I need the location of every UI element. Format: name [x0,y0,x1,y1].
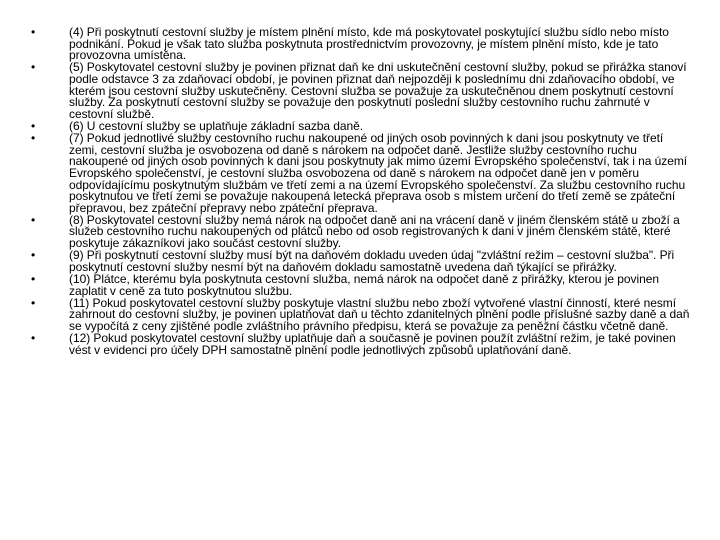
paragraph-4: (4) Při poskytnutí cestovní služby je místem plnění místo, kde má poskytovatel poskytující službu sídlo nebo místo podnikání. Pokud je však tato služba poskytnuta prostřednictvím provozovny, je místem plnění místo, kde je tato provozovna umístěna. [69,25,669,63]
bullet-icon: • [31,272,36,287]
bullet-icon: • [31,118,36,133]
paragraph-12: (12) Pokud poskytovatel cestovní služby uplatňuje daň a současně je povinen použít zvláštní režim, je také povinen vést v evidenci pro účely DPH samostatně plnění podle jednotlivých způsobů uplatňování daně. [69,331,676,357]
bullet-icon: • [31,248,36,263]
bullet-icon: • [31,212,36,227]
bullet-list [28,27,692,357]
paragraph-7: (7) Pokud jednotlivé služby cestovního ruchu nakoupené od jiných osob povinných k dani jsou poskytnuty ve třetí zemi, cestovní služba je osvobozena od daně s nárokem na odpočet daně. Jestliže služby cestovního ruchu nakoupené od jiných osob povinných k dani jsou poskytnuty jak mimo území Evropského společenství, tak i na území Evropského společenství, je cestovní služba osvobozena od daně s nárokem na odpočet daně jen v poměru odpovídajícímu poskytnutým službám ve třetí zemi a na území Evropského společenství. Za službu cestovního ruchu poskytnutou ve třetí zemi se považuje nakoupená letecká přeprava osob s místem určení do třetí země se zpáteční přepravou, bez zpáteční přepravy nebo zpáteční přeprava. [69,131,688,215]
list-item [28,295,692,333]
list-item [28,250,692,273]
list-item [28,212,692,251]
paragraph-6: (6) U cestovní služby se uplatňuje základní sazba daně. [69,118,364,133]
bullet-icon: • [31,295,36,310]
bullet-icon: • [31,131,36,146]
paragraph-11: (11) Pokud poskytovatel cestovní služby poskytuje vlastní službu nebo zboží vytvořené vlastní činností, které nesmí zahrnout do cestovní služby, je povinen uplatňovat daň u těchto zdanitelných plnění podle příslušné sazby daně a daň se vypočítá z ceny zjištěné podle zvláštního právního předpisu, která se považuje za peněžní částku včetně daně. [69,295,690,333]
paragraph-9: (9) Při poskytnutí cestovní služby musí být na daňovém dokladu uveden údaj "zvláštní režim – cestovní služba". Při poskytnutí cestovní služby nesmí být na daňovém dokladu samostatně uvedena daň týkající se přirážky. [69,248,675,274]
list-item [28,62,692,120]
paragraph-8: (8) Poskytovatel cestovní služby nemá nárok na odpočet daně ani na vrácení daně v jiném členském státě u zboží a služeb cestovního ruchu nakoupených od plátců nebo od osob registrovaných k dani v jiném členském státě, které poskytuje zákazníkovi jako součást cestovní služby. [69,212,680,251]
bullet-icon: • [31,25,36,39]
list-item [28,274,692,297]
bullet-icon: • [31,331,36,346]
paragraph-5: (5) Poskytovatel cestovní služby je povinen přiznat daň ke dni uskutečnění cestovní služby, pokud se přirážka stanoví podle odstavce 3 za zdaňovací období, je povinen přiznat daň nejpozději k poslednímu dni zdaňovacího období, ve kterém jsou cestovní služby uskutečněny. Cestovní služba se považuje za uskutečněnou dnem poskytnutí cestovní služby. Za poskytnutí cestovní služby se považuje den poskytnutí poslední služby cestovního ruchu zahrnuté v cestovní službě. [69,60,687,121]
paragraph-10: (10) Plátce, kterému byla poskytnuta cestovní služba, nemá nárok na odpočet daně z přirážky, kterou je povinen zaplatit v ceně za tuto poskytnutou službu. [69,272,659,298]
list-item [28,133,692,214]
list-item [28,333,692,356]
bullet-icon: • [31,60,36,75]
list-item [28,27,692,62]
